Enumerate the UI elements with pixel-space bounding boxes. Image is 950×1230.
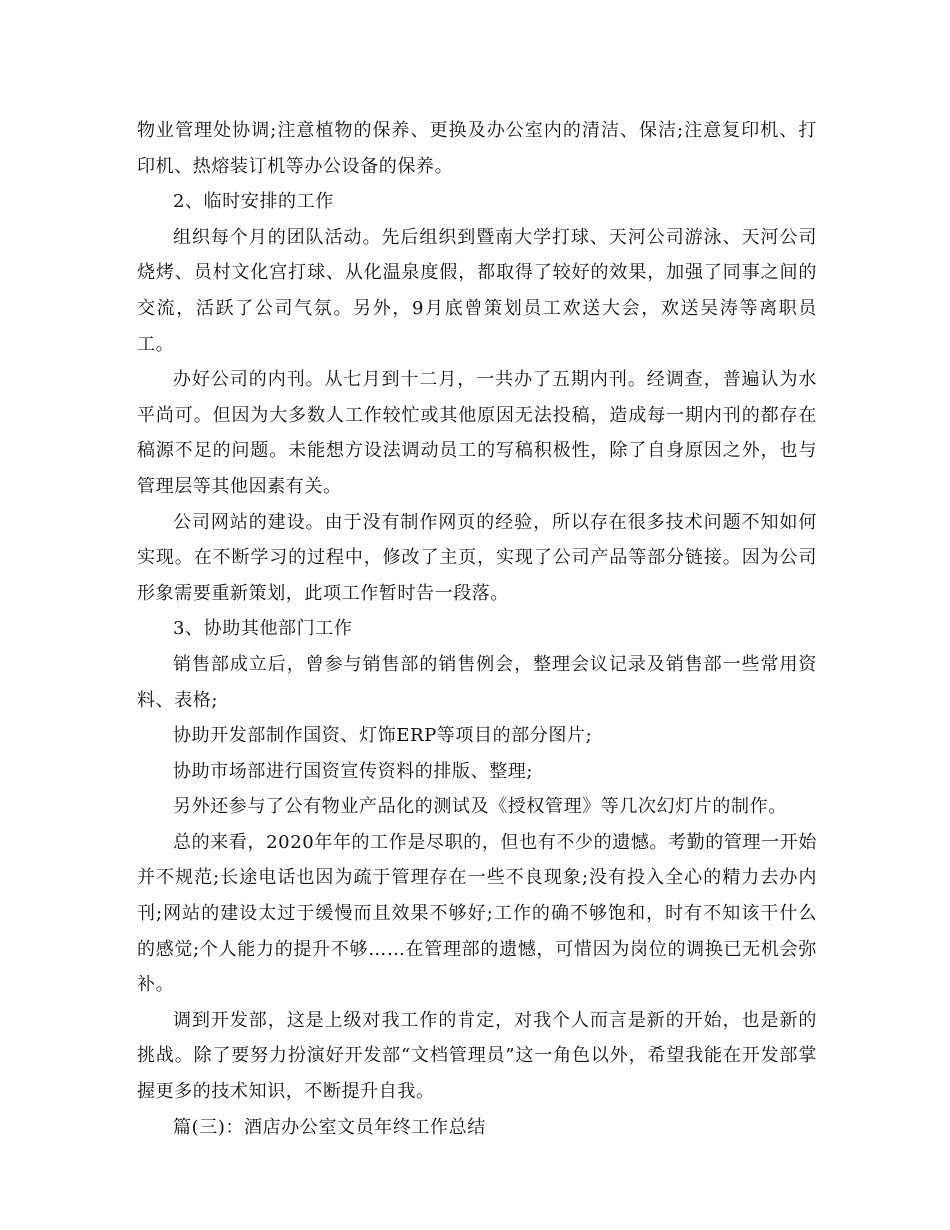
paragraph-website: 公司网站的建设。由于没有制作网页的经验，所以存在很多技术问题不知如何实现。在不断学习的过程中，修改了主页，实现了公司产品等部分链接。因为公司形象需要重新策划，此项工作暂时告一段落。 <box>137 511 817 604</box>
paragraph-summary: 总的来看，2020年年的工作是尽职的，但也有不少的遗憾。考勤的管理一开始并不规范;长途电话也因为疏于管理存在一些不良现象;没有投入全心的精力去办内刊;网站的建设太过于缓慢而且效果不够好;工作的确不够饱和，时有不知该干什么的感觉;个人能力的提升不够……在管理部的遗憾，可惜因为岗位的调换已无机会弥补。 <box>137 831 817 996</box>
paragraph-internal-magazine: 办好公司的内刊。从七月到十二月，一共办了五期内刊。经调查，普遍认为水平尚可。但因为大多数人工作较忙或其他原因无法投稿，造成每一期内刊的都存在稿源不足的问题。未能想方设法调动员工的写稿积极性，除了自身原因之外，也与管理层等其他因素有关。 <box>137 369 817 497</box>
section-heading-3: 3、协助其他部门工作 <box>173 618 353 640</box>
paragraph-sales-dept: 销售部成立后，曾参与销售部的销售例会，整理会议记录及销售部一些常用资料、表格; <box>137 653 817 711</box>
paragraph-team-activities: 组织每个月的团队活动。先后组织到暨南大学打球、天河公司游泳、天河公司烧烤、员村文化宫打球、从化温泉度假，都取得了较好的效果，加强了同事之间的交流，活跃了公司气氛。另外，9月底曾策划员工欢送大会，欢送吴涛等离职员工。 <box>137 226 817 355</box>
chapter-heading: 篇(三)：酒店办公室文员年终工作总结 <box>173 1116 486 1138</box>
section-heading-2: 2、临时安排的工作 <box>173 191 334 213</box>
paragraph-marketing-dept: 协助市场部进行国资宣传资料的排版、整理; <box>173 760 534 782</box>
continuation-paragraph: 物业管理处协调;注意植物的保养、更换及办公室内的清洁、保洁;注意复印机、打印机、热熔装订机等办公设备的保养。 <box>137 120 817 177</box>
paragraph-dev-dept: 协助开发部制作国资、灯饰ERP等项目的部分图片; <box>173 725 593 747</box>
paragraph-transfer: 调到开发部，这是上级对我工作的肯定，对我个人而言是新的开始，也是新的挑战。除了要努力扮演好开发部“文档管理员”这一角色以外，希望我能在开发部掌握更多的技术知识，不断提升自我。 <box>137 1009 817 1103</box>
paragraph-other: 另外还参与了公有物业产品化的测试及《授权管理》等几次幻灯片的制作。 <box>173 796 787 818</box>
document-body <box>137 113 817 1145</box>
